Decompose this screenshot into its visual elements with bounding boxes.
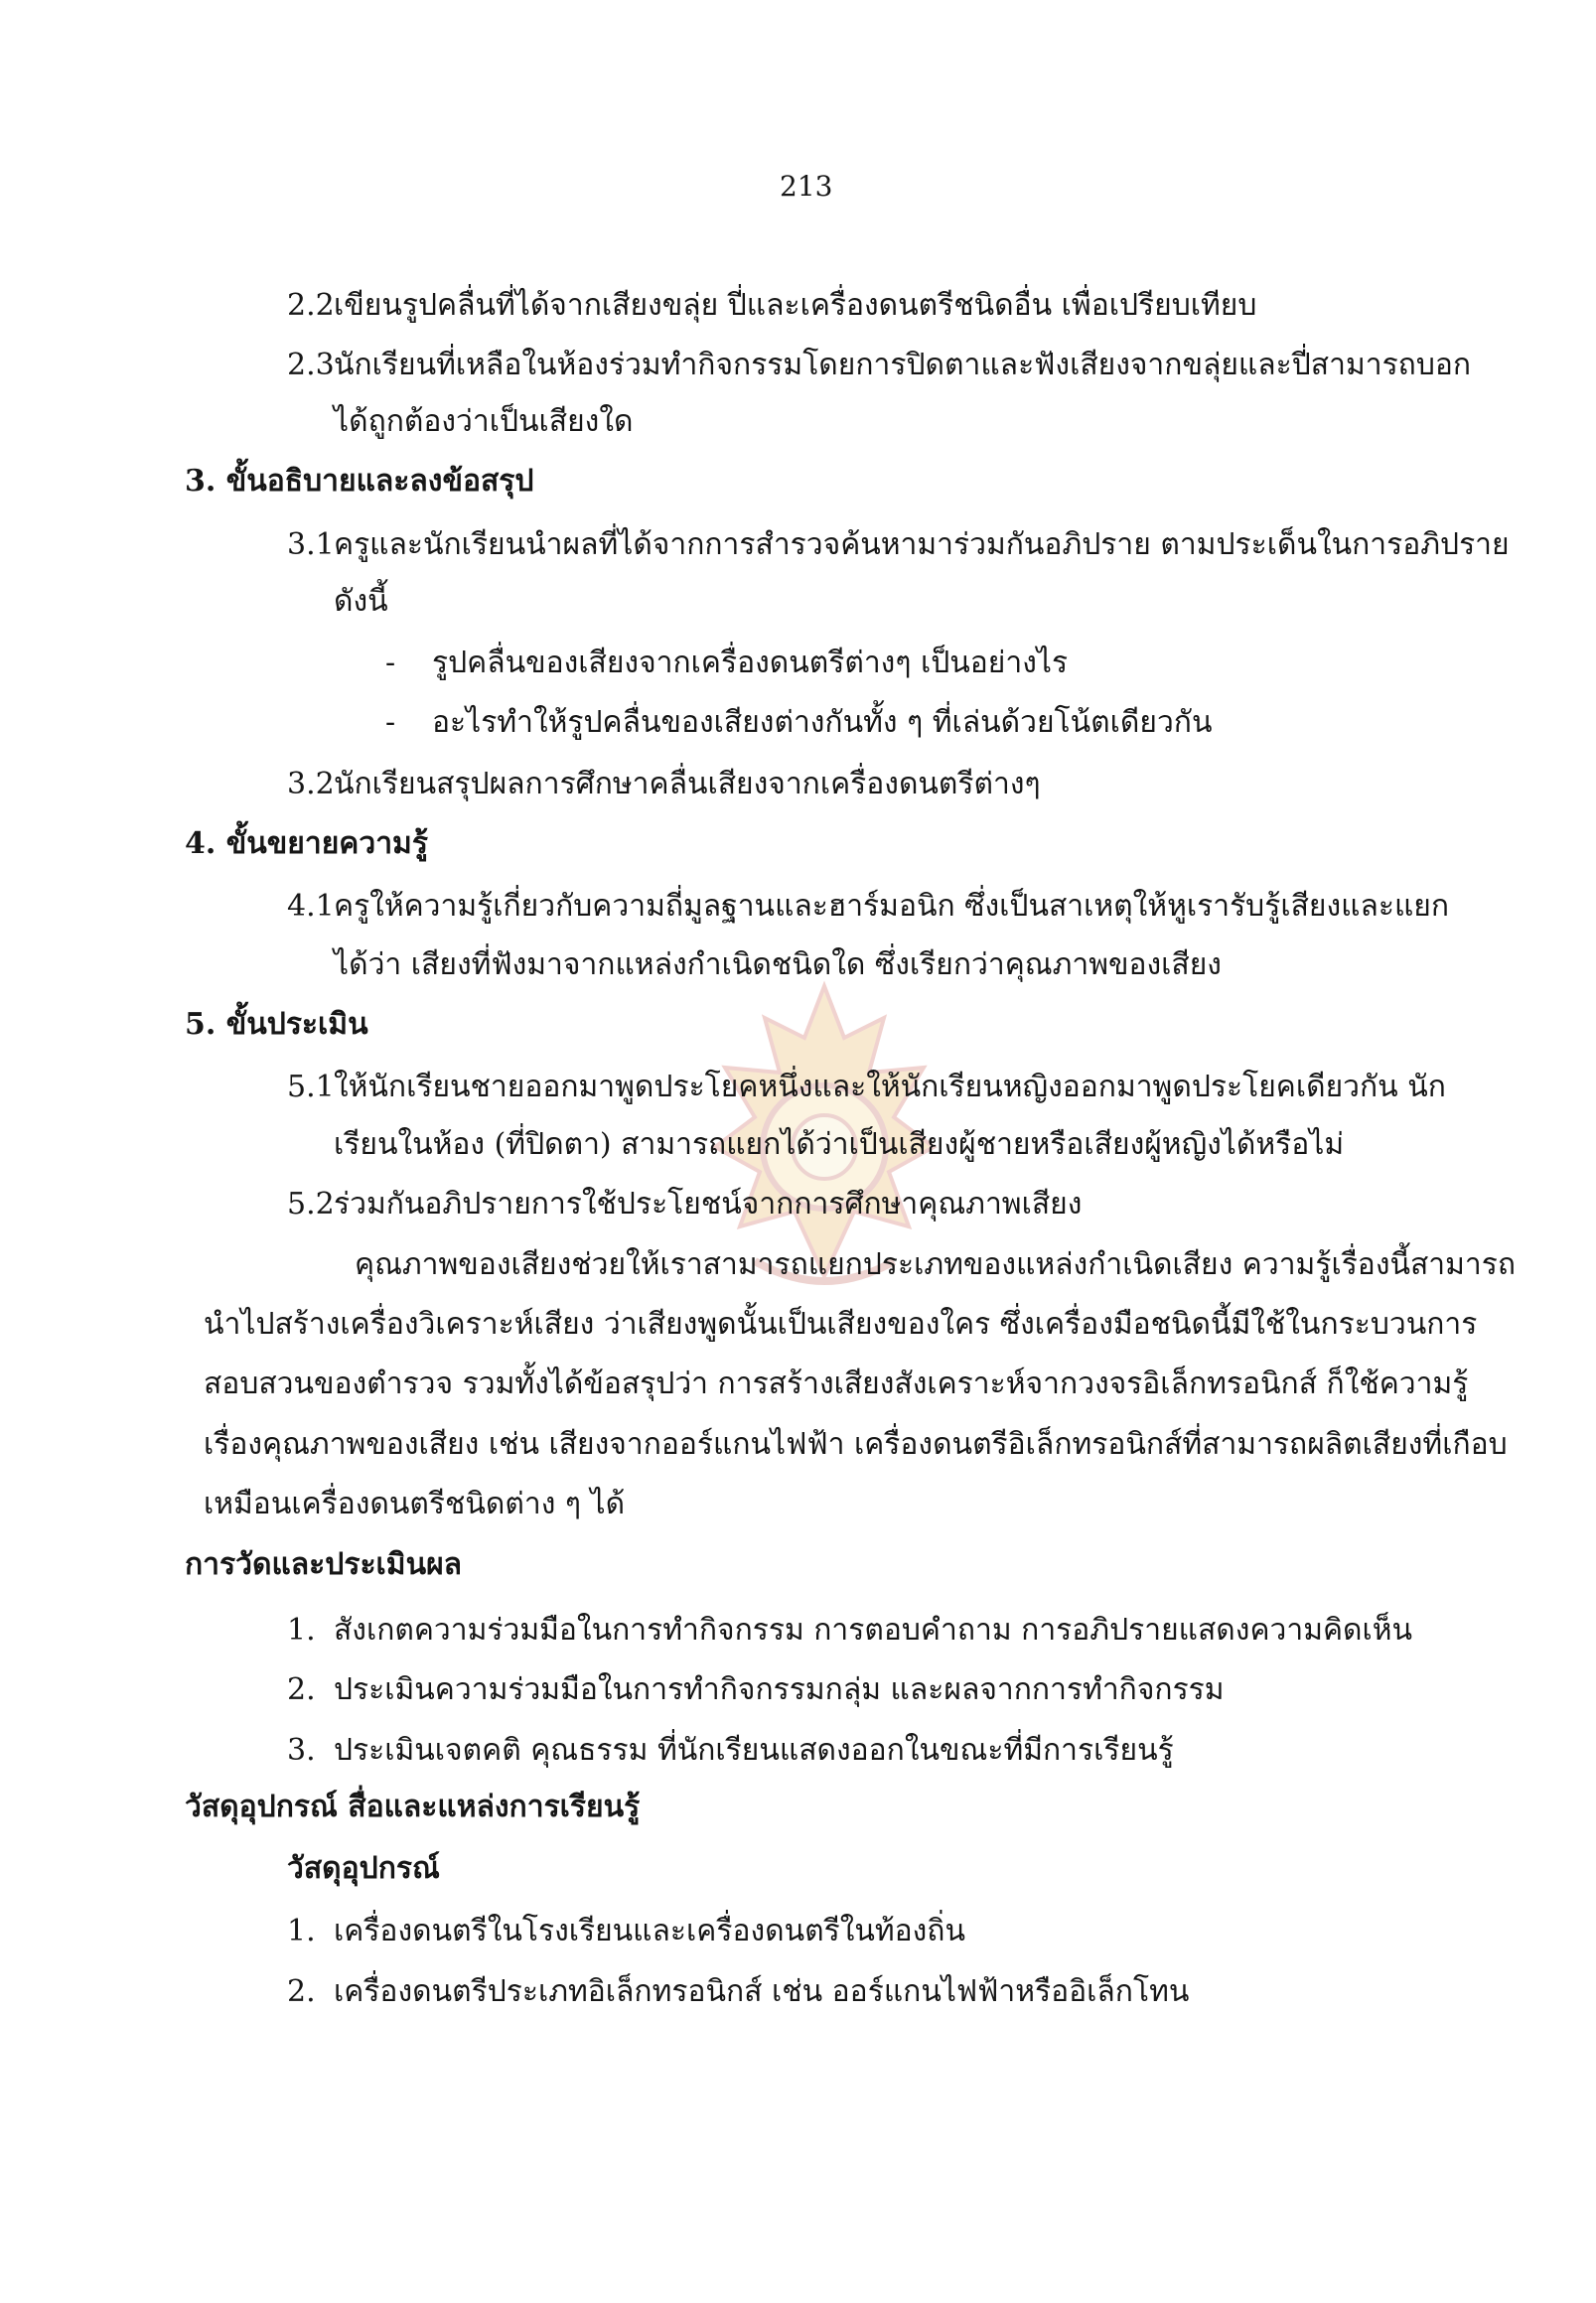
evaluation-item [287,1611,1412,1651]
materials-subheading: วัสดุอุปกรณ์ [287,1851,440,1886]
item-number: 2. [287,1974,316,2009]
paragraph-line: นำไปสร้างเครื่องวิเคราะห์เสียง ว่าเสียงพูดนั้นเป็นเสียงของใคร ซึ่งเครื่องมือชนิดนี้มีใช้ในกระบวนการ [204,1307,1478,1342]
item-2-2 [287,286,1256,326]
item-number: 2.3 [287,348,335,382]
evaluation-item [287,1670,1225,1710]
item-3-2 [287,765,1041,804]
bullet-item [385,703,1212,743]
item-text: ครูและนักเรียนนำผลที่ได้จากการสำรวจค้นหามาร่วมกันอภิปราย ตามประเด็นในการอภิปราย [334,527,1510,562]
item-2-3-continued: ได้ถูกต้องว่าเป็นเสียงใด [334,404,634,439]
item-number: 3.2 [287,767,335,801]
item-3-1-continued: ดังนี้ [334,584,388,619]
section-heading-5: 5. ขั้นประเมิน [185,1007,368,1042]
paragraph-line: คุณภาพของเสียงช่วยให้เราสามารถแยกประเภทของแหล่งกำเนิดเสียง ความรู้เรื่องนี้สามารถ [355,1247,1517,1282]
item-2-3 [287,346,1471,385]
materials-item [287,1912,965,1951]
bullet-dash: - [385,646,396,680]
item-4-1 [287,887,1449,927]
bullet-dash: - [385,705,396,740]
bullet-text: รูปคลื่นของเสียงจากเครื่องดนตรีต่างๆ เป็นอย่างไร [432,646,1069,680]
section-heading-3: 3. ขั้นอธิบายและลงข้อสรุป [185,464,534,499]
item-text: ประเมินเจตคติ คุณธรรม ที่นักเรียนแสดงออกในขณะที่มีการเรียนรู้ [334,1733,1174,1768]
item-text: เขียนรูปคลื่นที่ได้จากเสียงขลุ่ย ปี่และเครื่องดนตรีชนิดอื่น เพื่อเปรียบเทียบ [334,288,1257,323]
item-text: นักเรียนที่เหลือในห้องร่วมทำกิจกรรมโดยการปิดตาและฟังเสียงจากขลุ่ยและปี่สามารถบอก [334,348,1472,382]
materials-item [287,1972,1189,2012]
paragraph-line: สอบสวนของตำรวจ รวมทั้งได้ข้อสรุปว่า การสร้างเสียงสังเคราะห์จากวงจรอิเล็กทรอนิกส์ ก็ใช้ความรู้ [204,1367,1469,1401]
item-4-1-continued: ได้ว่า เสียงที่ฟังมาจากแหล่งกำเนิดชนิดใด ซึ่งเรียกว่าคุณภาพของเสียง [334,947,1222,982]
item-text: สังเกตความร่วมมือในการทำกิจกรรม การตอบคำถาม การอภิปรายแสดงความคิดเห็น [334,1613,1413,1648]
item-text: ครูให้ความรู้เกี่ยวกับความถี่มูลฐานและฮาร์มอนิก ซึ่งเป็นสาเหตุให้หูเรารับรู้เสียงและแยก [334,889,1450,924]
item-number: 3. [287,1733,316,1768]
item-5-1-continued: เรียนในห้อง (ที่ปิดตา) สามารถแยกได้ว่าเป็นเสียงผู้ชายหรือเสียงผู้หญิงได้หรือไม่ [334,1127,1345,1162]
item-number: 3.1 [287,527,335,562]
item-text: ให้นักเรียนชายออกมาพูดประโยคหนึ่งและให้นักเรียนหญิงออกมาพูดประโยคเดียวกัน นัก [334,1070,1446,1104]
item-3-1 [287,525,1510,565]
item-number: 2.2 [287,288,335,323]
paragraph-line: เรื่องคุณภาพของเสียง เช่น เสียงจากออร์แกนไฟฟ้า เครื่องดนตรีอิเล็กทรอนิกส์ที่สามารถผลิตเสียงที่เกือบ [204,1427,1508,1462]
item-text: ประเมินความร่วมมือในการทำกิจกรรมกลุ่ม และผลจากการทำกิจกรรม [334,1672,1225,1707]
bullet-item [385,644,1068,683]
evaluation-heading: การวัดและประเมินผล [185,1547,463,1582]
paragraph-line: เหมือนเครื่องดนตรีชนิดต่าง ๆ ได้ [204,1487,626,1521]
item-text: เครื่องดนตรีในโรงเรียนและเครื่องดนตรีในท้องถิ่น [334,1914,965,1948]
item-text: นักเรียนสรุปผลการศึกษาคลื่นเสียงจากเครื่องดนตรีต่างๆ [334,767,1041,801]
item-number: 1. [287,1914,316,1948]
page-number: 213 [780,170,833,203]
item-number: 5.1 [287,1070,335,1104]
item-number: 2. [287,1672,316,1707]
item-number: 4.1 [287,889,335,924]
item-number: 5.2 [287,1187,335,1222]
materials-heading: วัสดุอุปกรณ์ สื่อและแหล่งการเรียนรู้ [185,1790,641,1824]
evaluation-item [287,1731,1174,1771]
item-number: 1. [287,1613,316,1648]
item-text: เครื่องดนตรีประเภทอิเล็กทรอนิกส์ เช่น ออร์แกนไฟฟ้าหรืออิเล็กโทน [334,1974,1190,2009]
item-5-1 [287,1068,1446,1107]
section-heading-4: 4. ขั้นขยายความรู้ [185,826,428,861]
item-text: ร่วมกันอภิปรายการใช้ประโยชน์จากการศึกษาคุณภาพเสียง [334,1187,1083,1222]
bullet-text: อะไรทำให้รูปคลื่นของเสียงต่างกันทั้ง ๆ ที่เล่นด้วยโน้ตเดียวกัน [432,705,1213,740]
item-5-2 [287,1185,1082,1224]
